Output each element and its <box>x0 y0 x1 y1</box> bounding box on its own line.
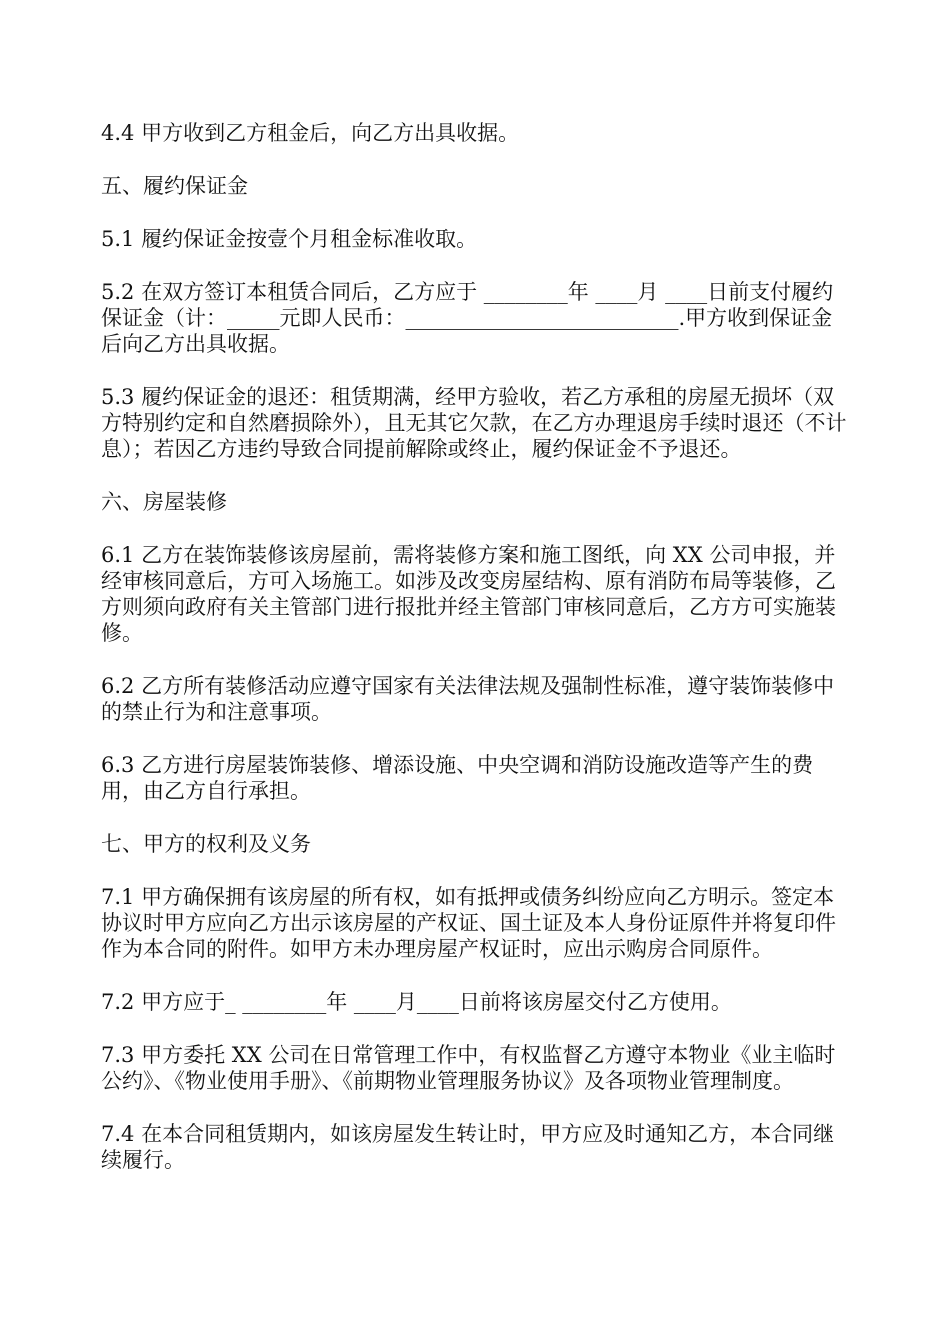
clause-5-2: 5.2 在双方签订本租赁合同后，乙方应于 ________年 ____月 ____日前支付履约保证金（计：_____元即人民币：__________________________.甲方收到保证金后向乙方出具收据。 <box>101 280 834 356</box>
clause-7-1: 7.1 甲方确保拥有该房屋的所有权，如有抵押或债务纠纷应向乙方明示。签定本协议时甲方应向乙方出示该房屋的产权证、国土证及本人身份证原件并将复印件作为本合同的附件。如甲方未办理房屋产权证时，应出示购房合同原件。 <box>101 885 836 961</box>
clause-6-3: 6.3 乙方进行房屋装饰装修、增添设施、中央空调和消防设施改造等产生的费用，由乙方自行承担。 <box>101 753 814 803</box>
clause-7-4: 7.4 在本合同租赁期内，如该房屋发生转让时，甲方应及时通知乙方，本合同继续履行。 <box>101 1122 835 1172</box>
clause-5-3: 5.3 履约保证金的退还：租赁期满，经甲方验收，若乙方承租的房屋无损坏（双方特别约定和自然磨损除外），且无其它欠款，在乙方办理退房手续时退还（不计息）；若因乙方违约导致合同提前解除或终止，履约保证金不予退还。 <box>101 385 847 461</box>
section-heading-5: 五、履约保证金 <box>101 174 248 198</box>
section-heading-6: 六、房屋装修 <box>101 490 227 514</box>
clause-7-3: 7.3 甲方委托 XX 公司在日常管理工作中，有权监督乙方遵守本物业《业主临时公约》、《物业使用手册》、《前期物业管理服务协议》及各项物业管理制度。 <box>101 1043 836 1093</box>
document-page <box>101 120 853 1200</box>
clause-5-1: 5.1 履约保证金按壹个月租金标准收取。 <box>101 227 478 251</box>
clause-6-1: 6.1 乙方在装饰装修该房屋前，需将装修方案和施工图纸，向 XX 公司申报，并经审核同意后，方可入场施工。如涉及改变房屋结构、原有消防布局等装修，乙方则须向政府有关主管部门进行报批并经主管部门审核同意后，乙方方可实施装修。 <box>101 543 836 645</box>
section-heading-7: 七、甲方的权利及义务 <box>101 832 311 856</box>
clause-7-2: 7.2 甲方应于_ ________年 ____月____日前将该房屋交付乙方使用。 <box>101 990 732 1014</box>
clause-4-4: 4.4 甲方收到乙方租金后，向乙方出具收据。 <box>101 121 520 145</box>
clause-6-2: 6.2 乙方所有装修活动应遵守国家有关法律法规及强制性标准，遵守装饰装修中的禁止行为和注意事项。 <box>101 674 835 724</box>
